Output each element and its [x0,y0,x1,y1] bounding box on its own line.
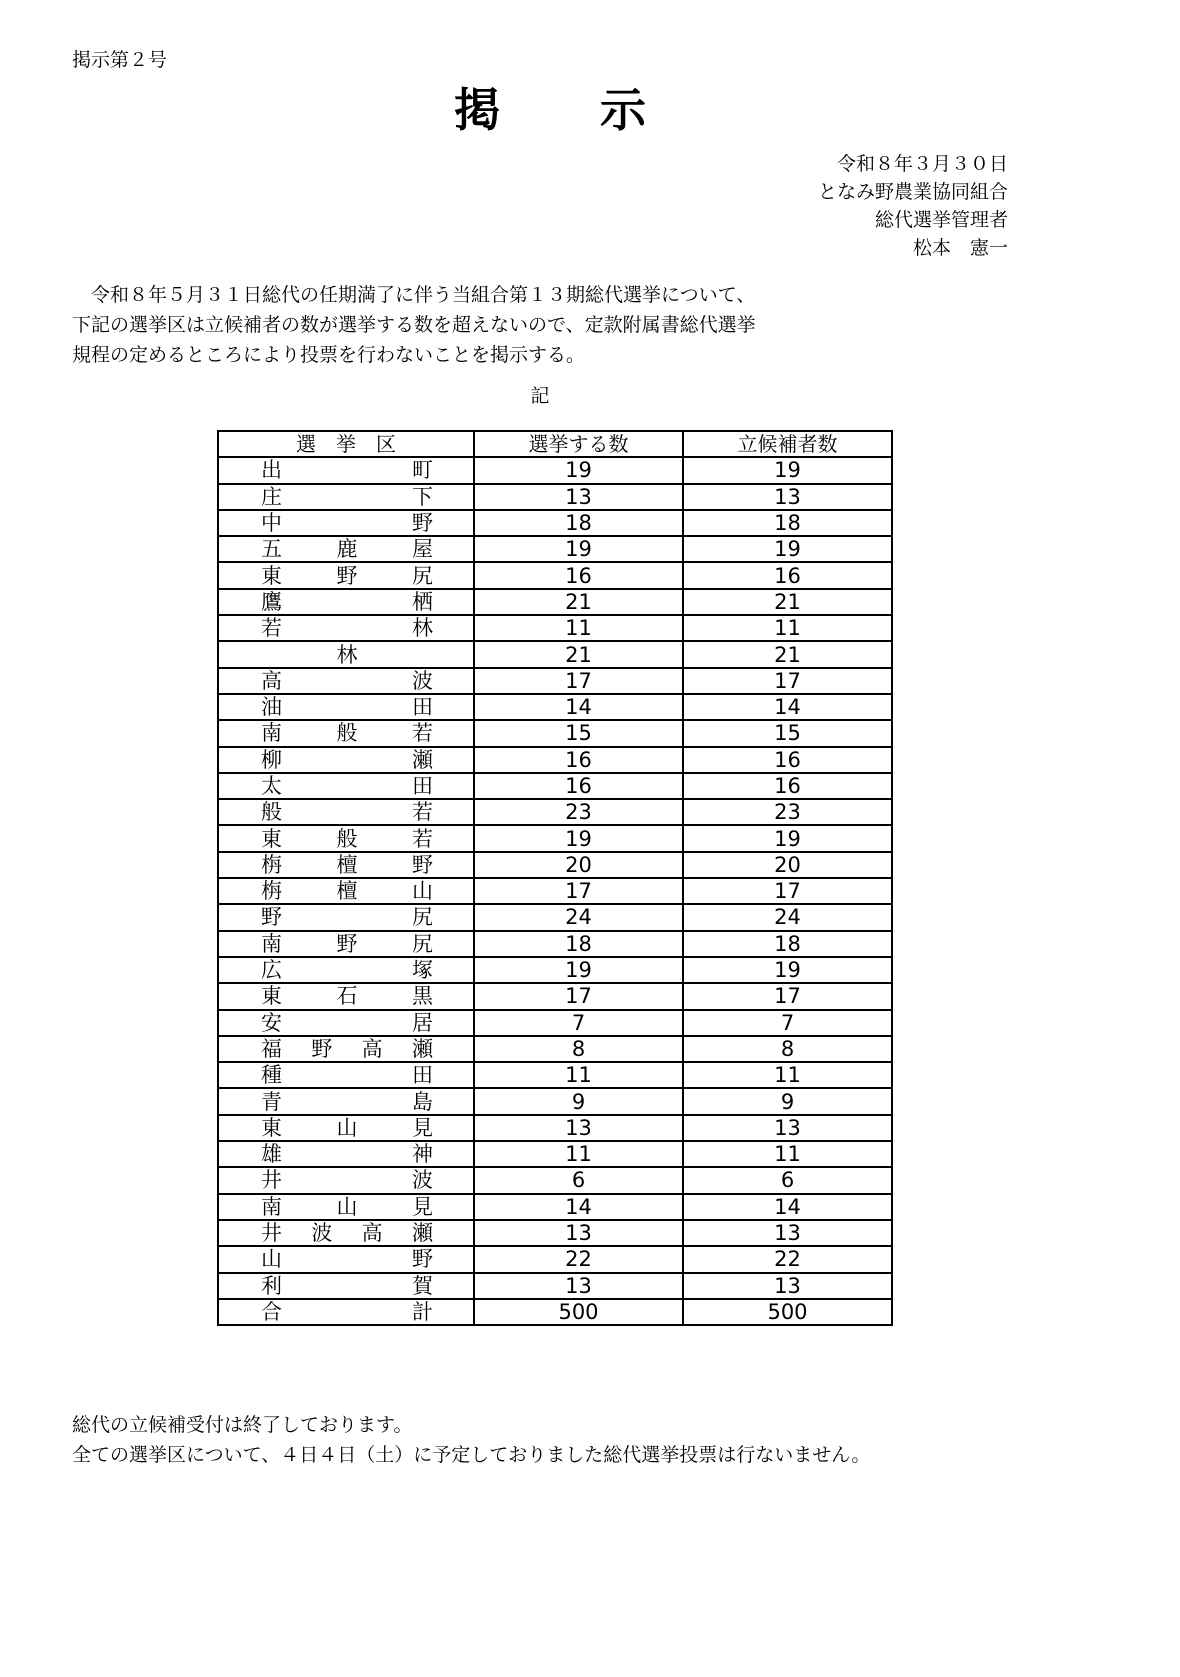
district-char: 塚 [412,958,433,983]
table-row [218,1246,892,1272]
district-char: 井 [261,1168,282,1193]
district-char: 利 [261,1273,282,1298]
district-char: 合 [261,1299,282,1324]
table-row [218,457,892,483]
body-line: 規程の定めるところにより投票を行わないことを掲示する。 [72,344,586,366]
district-char: 下 [412,484,433,509]
district-name [261,800,433,824]
issue-date: 令和８年３月３０日 [836,153,1008,175]
table-row [218,668,892,694]
seats-cell: 500 [474,1299,683,1325]
candidates-cell: 18 [683,510,892,536]
district-char: 見 [412,1194,433,1219]
table-row [218,562,892,588]
body-line: 令和８年５月３１日総代の任期満了に伴う当組合第１３期総代選挙について、 [72,284,756,306]
table-row [218,1167,892,1193]
seats-cell: 16 [474,562,683,588]
district-cell [218,694,474,720]
district-name [261,827,433,851]
district-name [261,984,433,1008]
district-name [261,905,433,929]
footer-line: 総代の立候補受付は終了しております。 [72,1414,413,1436]
issuer-name: 松本 憲一 [912,237,1008,259]
candidates-cell: 14 [683,1194,892,1220]
district-cell [218,536,474,562]
candidates-cell: 13 [683,1273,892,1299]
table-row [218,1088,892,1114]
seats-cell: 7 [474,1010,683,1036]
district-char: 野 [412,852,433,877]
district-char: 檀 [336,879,358,904]
district-char: 山 [412,879,433,904]
district-name [261,1168,433,1192]
seats-cell: 14 [474,1194,683,1220]
district-name [261,1247,433,1271]
seats-cell: 16 [474,747,683,773]
district-char: 柳 [261,747,282,772]
table-row [218,720,892,746]
district-name [261,590,433,614]
seats-cell: 23 [474,799,683,825]
seats-cell: 13 [474,1115,683,1141]
district-char: 林 [412,616,433,641]
candidates-cell: 19 [683,536,892,562]
district-cell [218,1220,474,1246]
district-char: 山 [336,1115,358,1140]
district-cell [218,641,474,667]
candidates-cell: 8 [683,1036,892,1062]
candidates-cell: 19 [683,457,892,483]
district-char: 鷹 [261,589,282,614]
candidates-cell: 24 [683,904,892,930]
district-char: 栖 [412,589,433,614]
district-char: 神 [412,1142,433,1167]
district-name [261,1195,433,1219]
footer-notes [72,1410,870,1470]
seats-cell: 16 [474,773,683,799]
seats-cell: 13 [474,1220,683,1246]
seats-cell: 8 [474,1036,683,1062]
district-char: 安 [261,1010,282,1035]
title-char: 示 [600,83,646,137]
district-char: 高 [361,1221,383,1246]
district-cell [218,1299,474,1325]
district-name [261,458,433,482]
district-char: 出 [261,458,282,483]
district-char: 東 [261,826,282,851]
district-cell [218,773,474,799]
district-cell [218,1141,474,1167]
district-char: 山 [261,1247,282,1272]
table-row [218,852,892,878]
district-cell [218,720,474,746]
district-char: 波 [412,668,433,693]
seats-cell: 22 [474,1246,683,1272]
district-char: 町 [412,458,433,483]
district-char: 油 [261,695,282,720]
candidates-cell: 11 [683,1062,892,1088]
candidates-cell: 13 [683,484,892,510]
table-body [218,457,892,1325]
district-char: 林 [336,642,358,667]
district-cell [218,589,474,615]
district-char: 栴 [261,852,282,877]
seats-cell: 17 [474,878,683,904]
table-row [218,747,892,773]
table-row [218,1036,892,1062]
seats-cell: 13 [474,484,683,510]
district-char: 太 [261,774,282,798]
candidates-cell: 19 [683,825,892,851]
district-char: 賀 [412,1273,433,1298]
district-cell [218,852,474,878]
candidates-cell: 9 [683,1088,892,1114]
district-char: 中 [261,511,282,536]
seats-cell: 14 [474,694,683,720]
candidates-cell: 11 [683,615,892,641]
district-char: 般 [336,826,358,851]
candidates-cell: 19 [683,957,892,983]
table-row [218,773,892,799]
district-cell [218,510,474,536]
header-candidates: 立候補者数 [683,431,892,457]
district-char: 尻 [412,905,433,930]
district-cell [218,825,474,851]
candidates-cell: 17 [683,878,892,904]
district-name [261,537,433,561]
table-row [218,536,892,562]
district-char: 高 [361,1036,383,1061]
district-char: 南 [261,1194,282,1219]
district-char: 田 [412,774,433,798]
district-cell [218,1194,474,1220]
district-name [261,879,433,903]
seats-cell: 18 [474,510,683,536]
district-char: 広 [261,958,282,983]
district-char: 瀬 [411,1221,433,1246]
candidates-cell: 500 [683,1299,892,1325]
district-char: 黒 [412,984,433,1009]
district-cell [218,615,474,641]
district-char: 波 [311,1221,333,1246]
district-name [261,1142,433,1166]
district-name [261,853,433,877]
district-char: 野 [261,905,282,930]
header-seats: 選挙する数 [474,431,683,457]
table-row [218,878,892,904]
table-row [218,1273,892,1299]
seats-cell: 11 [474,1141,683,1167]
district-name [261,1274,433,1298]
table-row [218,1010,892,1036]
table-row [218,983,892,1009]
district-char: 石 [336,984,358,1009]
seats-cell: 21 [474,589,683,615]
seats-cell: 19 [474,957,683,983]
seats-cell: 19 [474,825,683,851]
district-char: 五 [261,537,282,562]
district-cell [218,878,474,904]
district-char: 鹿 [336,537,358,562]
table-row [218,1194,892,1220]
district-cell [218,1010,474,1036]
district-char: 種 [261,1063,282,1088]
table-row [218,589,892,615]
district-char: 檀 [336,852,358,877]
district-cell [218,562,474,588]
ki-heading: 記 [530,385,550,407]
district-name [261,1037,433,1061]
district-char: 栴 [261,879,282,904]
district-char: 般 [261,800,282,825]
district-char: 野 [336,563,358,588]
district-name [261,564,433,588]
seats-cell: 18 [474,931,683,957]
district-char: 青 [261,1089,282,1114]
district-char: 福 [261,1036,282,1061]
district-name [261,1011,433,1035]
table-row [218,1220,892,1246]
district-name [261,695,433,719]
district-char: 尻 [412,563,433,588]
table-row [218,957,892,983]
district-char: 雄 [261,1142,282,1167]
district-char: 見 [412,1115,433,1140]
seats-cell: 19 [474,536,683,562]
district-char: 田 [412,1063,433,1088]
candidates-cell: 6 [683,1167,892,1193]
table-row [218,904,892,930]
district-name [261,616,433,640]
seats-cell: 11 [474,615,683,641]
district-char: 尻 [412,931,433,956]
district-char: 野 [412,511,433,536]
candidates-cell: 18 [683,931,892,957]
candidates-cell: 7 [683,1010,892,1036]
table-row [218,825,892,851]
district-cell [218,1062,474,1088]
district-cell [218,1115,474,1141]
district-cell [218,799,474,825]
table-row [218,799,892,825]
district-name [261,511,433,535]
district-char: 高 [261,668,282,693]
seats-cell: 19 [474,457,683,483]
district-cell [218,1167,474,1193]
district-char: 南 [261,931,282,956]
district-char: 居 [412,1010,433,1035]
candidates-cell: 13 [683,1220,892,1246]
body-line: 下記の選挙区は立候補者の数が選挙する数を超えないので、定款附属書総代選挙 [72,314,756,336]
district-char: 野 [311,1036,333,1061]
district-cell [218,668,474,694]
district-name [261,958,433,982]
district-char: 計 [412,1299,433,1324]
district-cell [218,484,474,510]
seats-cell: 11 [474,1062,683,1088]
district-char: 田 [412,695,433,720]
district-name [261,1090,433,1114]
district-char: 南 [261,721,282,746]
seats-cell: 17 [474,668,683,694]
district-char: 野 [412,1247,433,1272]
candidates-cell: 16 [683,747,892,773]
district-name [261,485,433,509]
district-char: 若 [412,800,433,825]
seats-cell: 15 [474,720,683,746]
district-name [261,748,433,772]
candidates-cell: 13 [683,1115,892,1141]
district-cell [218,983,474,1009]
candidates-cell: 11 [683,1141,892,1167]
district-name [261,721,433,745]
district-char: 東 [261,1115,282,1140]
seats-cell: 24 [474,904,683,930]
candidates-cell: 21 [683,589,892,615]
district-char: 若 [412,721,433,746]
district-name [261,643,433,667]
district-name [261,1221,433,1245]
body-paragraph [72,280,972,370]
footer-line: 全ての選挙区について、４日４日（土）に予定しておりました総代選挙投票は行ないません。 [72,1444,871,1466]
title-char: 掲 [454,83,500,137]
district-char: 山 [336,1194,358,1219]
table-row [218,484,892,510]
district-char: 島 [412,1089,433,1114]
district-char: 井 [261,1221,282,1246]
district-cell [218,1273,474,1299]
table-row [218,615,892,641]
district-name [261,932,433,956]
issuer-block [818,150,1008,262]
seats-cell: 21 [474,641,683,667]
seats-cell: 20 [474,852,683,878]
table-row [218,1115,892,1141]
district-name [261,1116,433,1140]
candidates-cell: 23 [683,799,892,825]
district-char: 東 [261,984,282,1009]
table-row [218,641,892,667]
table-row [218,931,892,957]
district-cell [218,747,474,773]
district-cell [218,1246,474,1272]
seats-cell: 17 [474,983,683,1009]
candidates-cell: 17 [683,668,892,694]
table-total-row [218,1299,892,1325]
district-char: 若 [261,616,282,641]
table-header-row [218,431,892,457]
notice-number: 掲示第２号 [72,49,168,71]
candidates-cell: 15 [683,720,892,746]
district-name [261,774,433,798]
candidates-cell: 20 [683,852,892,878]
issuer-role: 総代選挙管理者 [874,209,1008,231]
candidates-cell: 17 [683,983,892,1009]
seats-cell: 6 [474,1167,683,1193]
district-char: 野 [336,931,358,956]
district-char: 瀬 [412,747,433,772]
results-table [217,430,893,1326]
candidates-cell: 22 [683,1246,892,1272]
district-char: 若 [412,826,433,851]
candidates-cell: 16 [683,562,892,588]
district-cell [218,957,474,983]
district-char: 波 [412,1168,433,1193]
candidates-cell: 14 [683,694,892,720]
district-char: 東 [261,563,282,588]
table-row [218,1062,892,1088]
district-cell [218,931,474,957]
table-row [218,510,892,536]
seats-cell: 9 [474,1088,683,1114]
table-row [218,1141,892,1167]
district-cell [218,904,474,930]
header-district: 選 挙 区 [218,431,474,457]
seats-cell: 13 [474,1273,683,1299]
district-char: 屋 [412,537,433,562]
district-char: 般 [336,721,358,746]
district-name [261,1063,433,1087]
district-char: 瀬 [411,1036,433,1061]
district-name [261,669,433,693]
candidates-cell: 16 [683,773,892,799]
candidates-cell: 21 [683,641,892,667]
district-cell [218,1036,474,1062]
district-name [261,1300,433,1324]
district-cell [218,1088,474,1114]
district-cell [218,457,474,483]
district-char: 庄 [261,484,282,509]
document-title [0,80,1100,140]
issuer-organization: となみ野農業協同組合 [817,181,1008,203]
table-row [218,694,892,720]
